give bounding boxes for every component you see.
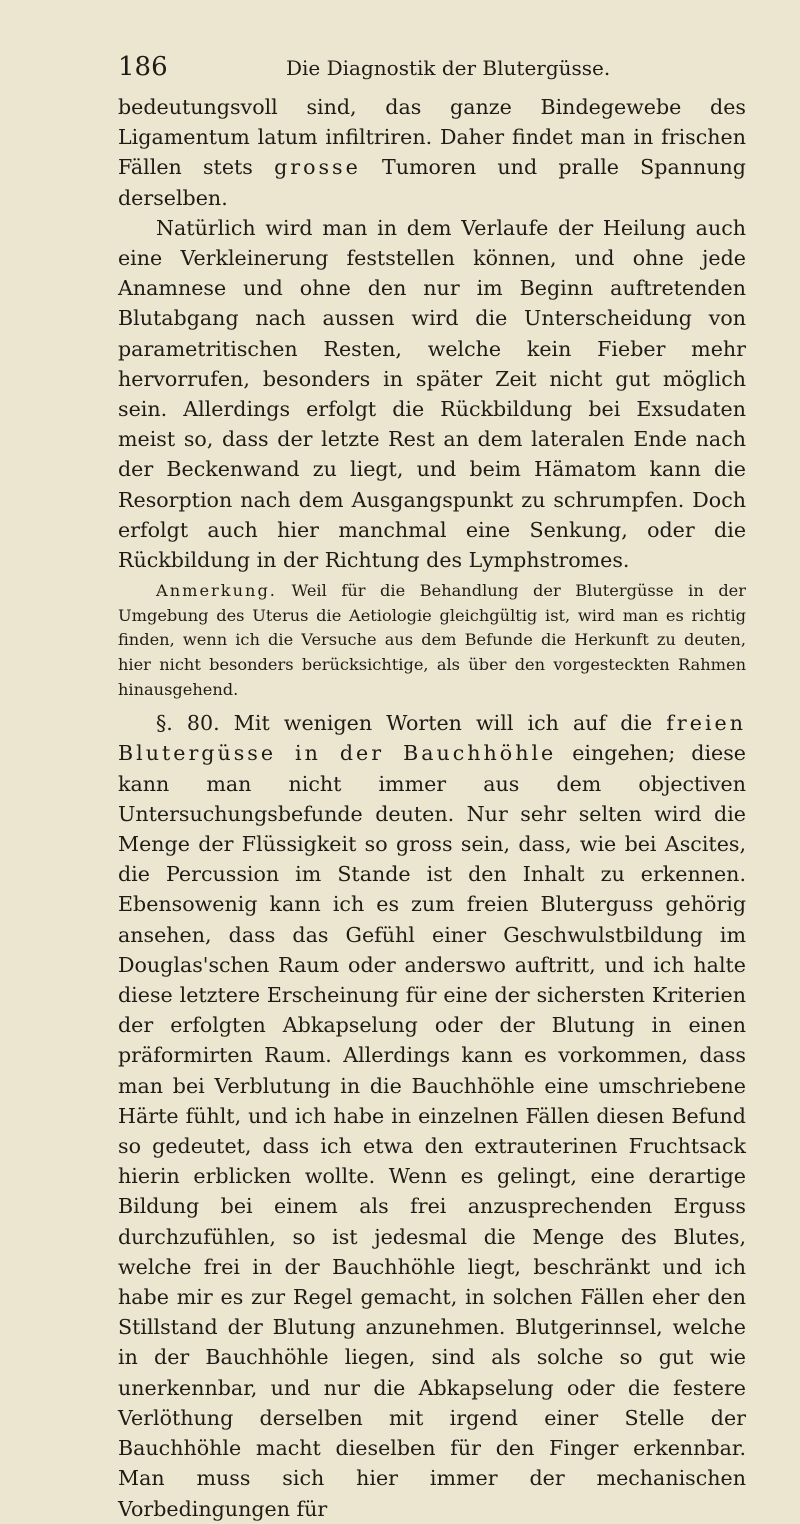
paragraph-2: Natürlich wird man in dem Verlaufe der Heilung auch eine Verkleinerung feststellen können, und ohne jede Anamnese und ohne den nur im Beginn auftretenden Blutabgang nach aussen wird die Unterscheidung von parametritischen Resten, welche kein Fieber mehr hervorrufen, besonders in später Zeit nicht gut möglich sein. Allerdings erfolgt die Rückbildung bei Exsudaten meist so, dass der letzte Rest an dem lateralen Ende nach der Beckenwand zu liegt, und beim Hämatom kann die Resorption nach dem Ausgangspunkt zu schrumpfen. Doch erfolgt auch hier manchmal eine Senkung, oder die Rückbildung in der Richtung des Lymphstromes. — [118, 215, 746, 573]
running-title: Die Diagnostik der Blutergüsse. — [286, 56, 611, 80]
paragraph-3-text: eingehen; diese kann man nicht immer aus dem objectiven Untersuchungsbefunde deuten. Nur sehr selten wird die Menge der Flüssigkeit so gross sein, dass, wie bei Ascites, die Percussion im Stande ist den Inhalt zu erkennen. Ebensowenig kann ich es zum freien Bluterguss gehörig ansehen, dass das Gefühl einer Geschwulstbildung im Douglas'schen Raum oder anderswo auftritt, und ich halte diese letztere Erscheinung für eine der sichersten Kriterien der erfolgten Abkapselung oder der Blutung in einen präformirten Raum. Allerdings kann es vorkommen, dass man bei Verblutung in die Bauchhöhle eine umschriebene Härte fühlt, und ich habe in einzelnen Fällen diesen Befund so gedeutet, dass ich etwa den extrauterinen Fruchtsack hierin erblicken wollte. Wenn es gelingt, eine derartige Bildung bei einem als frei anzusprechenden Erguss durchzufühlen, so ist jedesmal die Menge des Blutes, welche frei in der Bauchhöhle liegt, beschränkt und ich habe mir es zur Regel gemacht, in solchen Fällen eher den Stillstand der Blutung anzunehmen. Blutgerinnsel, welche in der Bauchhöhle liegen, sind als solche so gut wie unerkennbar, und nur die Abkapselung oder die festere Verlöthung derselben mit irgend einer Stelle der Bauchhöhle macht dieselben für den Finger erkennbar. Man muss sich hier immer der mechanischen Vorbedingungen für — [118, 741, 746, 1521]
paragraph-1 — [118, 92, 746, 213]
note-label: Anmerkung. — [156, 581, 277, 601]
paragraph-1-end: Tumoren und pralle Spannung derselben. — [118, 155, 746, 210]
paragraph-3 — [118, 708, 746, 1523]
paragraph-1-text: bedeutungsvoll sind, das ganze Bindegewebe des Ligamentum latum infiltriren. Daher findet man in frischen Fällen stets — [118, 95, 746, 180]
body-text — [118, 92, 746, 1524]
footnote-remark — [118, 579, 746, 702]
note-text: Weil für die Behandlung der Blutergüsse in der Umgebung des Uterus die Aetiologie gleichgültig ist, wird man es richtig finden, wenn ich die Versuche aus dem Befunde die Herkunft zu deuten, hier nicht besonders berücksichtige, als über den vorgesteckten Rahmen hinausgehend. — [118, 581, 746, 699]
paragraph-1-emphasis: grosse — [274, 155, 361, 180]
section-heading: §. 80. Mit wenigen Worten will ich auf die — [156, 711, 667, 736]
section-emphasis: freien Blutergüsse in der Bauchhöhle — [118, 711, 746, 766]
page-header — [118, 50, 740, 84]
page-number: 186 — [118, 52, 168, 82]
